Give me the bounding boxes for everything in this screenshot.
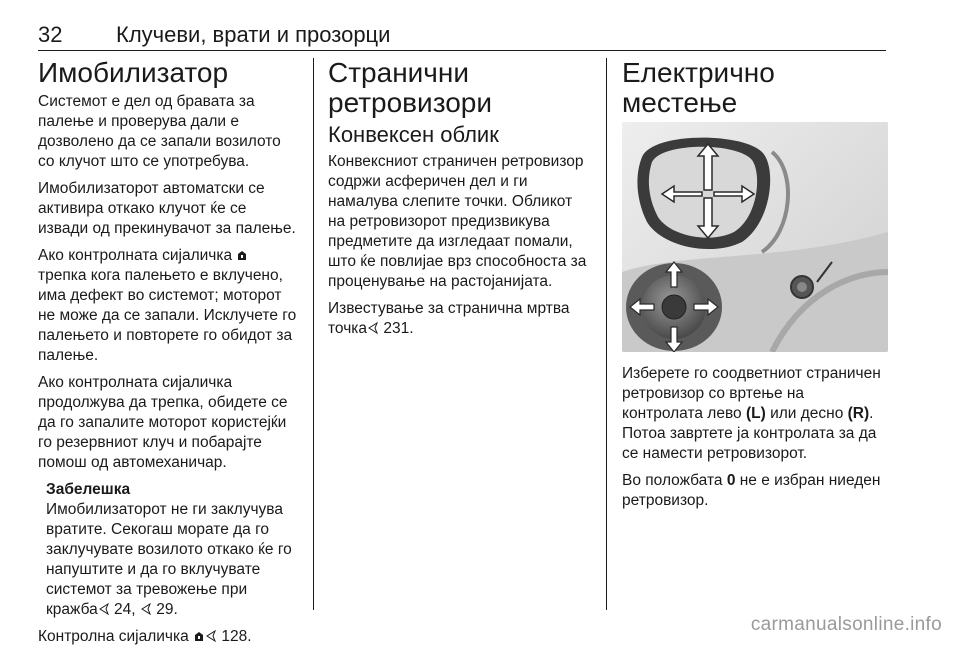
paragraph: Имобилизаторот автоматски се активира откако клучот ќе се извади од прекинувачот за палење. xyxy=(38,180,296,237)
paragraph: Во положбата 0 не е избран ниеден ретровизор. xyxy=(622,472,881,509)
page-ref[interactable]: 128. xyxy=(217,628,252,645)
mirror-control-photo xyxy=(622,122,888,352)
column-divider xyxy=(313,58,314,610)
page-header xyxy=(38,22,886,51)
paragraph: Ако контролната сијаличка трепка кога палењето е вклучено, има дефект во системот; моторот не може да се запали. Исклучете го палењето и повторете го обидот за палење. xyxy=(38,247,297,364)
paragraph: Конвексниот страничен ретровизор содржи асферичен дел и ги намалува слепите точки. Обликот на ретровизорот предизвикува предметите да изгледаат помали, што ќе повлијае врз способноста за проценување на растојанијата. xyxy=(328,153,587,290)
page-ref[interactable]: 24, xyxy=(109,601,140,618)
electric-adjustment-section xyxy=(622,58,888,518)
column-divider xyxy=(606,58,607,610)
immobiliser-warning-icon xyxy=(236,249,248,261)
page-ref-arrow-icon xyxy=(98,603,110,615)
paragraph: Контролна сијаличка 128. xyxy=(38,628,252,645)
section-heading: Електрично местење xyxy=(622,57,775,118)
page-ref[interactable]: 231. xyxy=(379,320,414,337)
watermark: carmanualsonline.info xyxy=(750,614,942,635)
immobiliser-warning-icon xyxy=(193,630,205,642)
note-label: Забелешка xyxy=(46,481,131,498)
page-ref-arrow-icon xyxy=(140,603,152,615)
subsection-heading: Конвексен облик xyxy=(328,122,499,147)
section-heading: Странични ретровизори xyxy=(328,57,493,118)
paragraph: Ако контролната сијаличка продолжува да трепка, обидете се да го запалите моторот користејќи го резервниот клуч и побарајте помош од автомеханичар. xyxy=(38,374,288,471)
side-mirrors-section xyxy=(328,58,593,346)
page-ref-arrow-icon xyxy=(367,322,379,334)
immobiliser-section xyxy=(38,58,300,654)
page-ref-arrow-icon xyxy=(205,630,217,642)
note-text: Имобилизаторот не ги заклучува вратите. Секогаш морате да го заклучувате возилото откако ќе го напуштите и да го вклучувате системот за тревожење при кражба 24, 29. xyxy=(46,501,292,618)
note-box xyxy=(38,480,300,620)
page-ref[interactable]: 29. xyxy=(151,601,178,618)
section-heading: Имобилизатор xyxy=(38,57,229,88)
paragraph: Известување за странична мртва точка 231. xyxy=(328,300,570,337)
paragraph: Изберете го соодветниот страничен ретровизор со вртење на контролата лево (L) или десно (R). Потоа завртете ја контролата за да се намести ретровизорот. xyxy=(622,365,881,462)
page-number: 32 xyxy=(38,22,63,47)
paragraph: Системот е дел од бравата за палење и проверува дали е дозволено да се запали возилото со клучот што се употребува. xyxy=(38,93,281,170)
mirror-adjustment-illustration xyxy=(622,122,888,352)
chapter-title: Клучеви, врати и прозорци xyxy=(116,22,391,47)
